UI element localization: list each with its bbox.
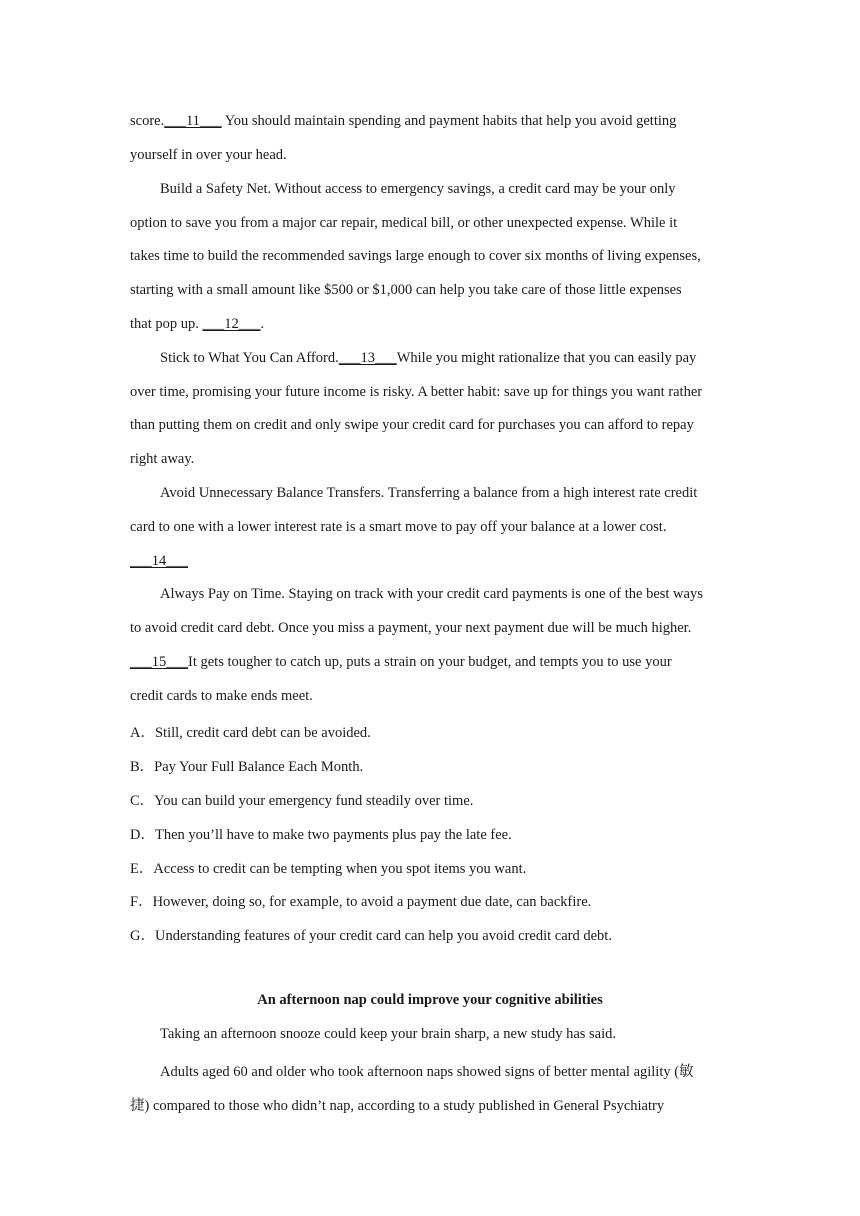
option-b: B．Pay Your Full Balance Each Month. [130,759,364,775]
option-f: F．However, doing so, for example, to avoid a payment due date, can backfire. [130,894,592,910]
blank-11: ___11___ [164,113,222,129]
passage-line: over time, promising your future income is risky. A better habit: save up for things you want rather [130,384,703,400]
passage-line: to avoid credit card debt. Once you miss a payment, your next payment due will be much higher. [130,620,692,636]
blank-13: ___13___ [338,350,397,366]
paragraph-safety-net: Build a Safety Net. Without access to emergency savings, a credit card may be your only [160,181,676,197]
option-c: C．You can build your emergency fund steadily over time. [130,793,474,809]
passage-line: score.___11___ You should maintain spending and payment habits that help you avoid getting [130,113,677,129]
article-paragraph: Taking an afternoon snooze could keep your brain sharp, a new study has said. [160,1026,617,1042]
article-paragraph: Adults aged 60 and older who took afternoon naps showed signs of better mental agility (敏 [160,1064,694,1080]
blank-14: ___14___ [130,553,188,569]
blank-15: ___15___ [130,654,188,670]
passage-line: takes time to build the recommended savings large enough to cover six months of living expenses, [130,248,701,264]
paragraph-afford: Stick to What You Can Afford.___13___While you might rationalize that you can easily pay [160,350,697,366]
paragraph-balance-transfers: Avoid Unnecessary Balance Transfers. Transferring a balance from a high interest rate credit [160,485,698,501]
passage-line: ___15___It gets tougher to catch up, puts a strain on your budget, and tempts you to use your [130,654,672,670]
blank-12: ___12___ [202,316,261,332]
passage-line: yourself in over your head. [130,147,287,163]
option-d: D．Then you’ll have to make two payments plus pay the late fee. [130,827,512,843]
passage-line: that pop up. ___12___. [130,316,265,332]
passage-line: right away. [130,451,195,467]
option-g: G．Understanding features of your credit card can help you avoid credit card debt. [130,928,612,944]
passage-line [130,553,188,570]
option-e: E．Access to credit can be tempting when you spot items you want. [130,861,527,877]
passage-line: option to save you from a major car repair, medical bill, or other unexpected expense. While it [130,215,678,231]
article-line: 捷) compared to those who didn’t nap, according to a study published in General Psychiatry [130,1098,665,1114]
passage-line: starting with a small amount like $500 or $1,000 can help you take care of those little expenses [130,282,682,298]
passage-line: card to one with a lower interest rate is a smart move to pay off your balance at a lower cost. [130,519,667,535]
article-title: An afternoon nap could improve your cognitive abilities [257,992,603,1008]
passage-line: than putting them on credit and only swipe your credit card for purchases you can afford to repay [130,417,694,433]
option-a: A．Still, credit card debt can be avoided. [130,725,371,741]
paragraph-pay-on-time: Always Pay on Time. Staying on track with your credit card payments is one of the best ways [160,586,703,602]
passage-line: credit cards to make ends meet. [130,688,313,704]
